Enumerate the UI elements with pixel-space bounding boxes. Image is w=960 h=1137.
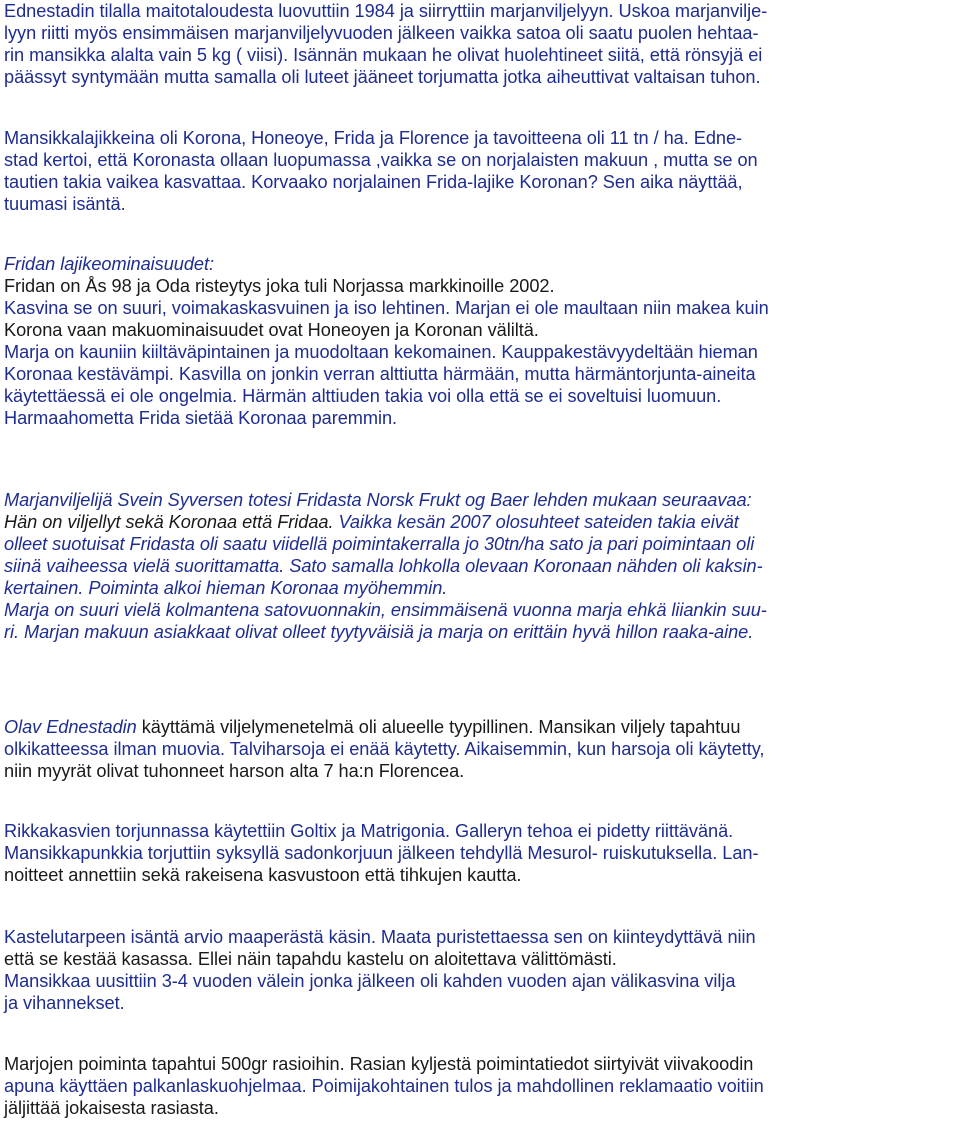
text-run: stad kertoi, että Koronasta ollaan luopumassa ,vaikka se on norjalaisten makuun , mutta se on	[4, 150, 758, 170]
text-line	[4, 385, 721, 407]
text-line	[4, 533, 754, 555]
text-run: Lan-	[722, 843, 759, 863]
text-run: Mansikkaa uusittiin 3-4 vuoden välein jonka jälkeen oli kahden vuoden ajan välikasvina vilja	[4, 971, 736, 991]
text-line	[4, 489, 752, 511]
text-run: Ednestadin tilalla maitotaloudesta luovuttiin 1984 ja siirryttiin marjanviljelyyn. Uskoa marjanvilje-	[4, 1, 768, 21]
text-line	[4, 820, 733, 842]
text-run: Marjan ei ole maultaan niin makea kuin	[455, 298, 769, 318]
text-run: Fridan on Ås 98 ja Oda risteytys joka tuli Norjassa markkinoille 2002.	[4, 276, 555, 296]
text-line	[4, 171, 743, 193]
text-run: olkikatteessa ilman muovia.	[4, 739, 230, 759]
text-run: Marjanviljelijä Svein Syversen totesi Fridasta Norsk Frukt og Baer lehden mukaan seuraavaa:	[4, 490, 752, 510]
text-line	[4, 1075, 764, 1097]
text-run: Mansikkapunkkia torjuttiin syksyllä sadonkorjuun jälkeen tehdyllä Mesurol- ruiskutuksella.	[4, 843, 723, 863]
text-run: Kasvina se on suuri, voimakaskasvuinen ja iso lehtinen.	[4, 298, 456, 318]
text-run: Koronaa kestävämpi.	[4, 364, 179, 384]
text-line	[4, 407, 397, 429]
text-run: Isännän mukaan he olivat huolehtineet siitä, että rönsyjä ei	[293, 45, 763, 65]
text-line	[4, 341, 758, 363]
text-run: niin myyrät olivat tuhonneet harson alta 7 ha:n Florencea.	[4, 761, 465, 781]
text-line	[4, 1053, 753, 1075]
text-line	[4, 738, 764, 760]
text-run: kertainen.	[4, 578, 89, 598]
text-run: Rasian kyljestä poimintatiedot siirtyivät viivakoodin	[349, 1054, 754, 1074]
text-line	[4, 275, 554, 297]
text-run: Poiminta alkoi hieman Koronaa myöhemmin.	[88, 578, 448, 598]
text-line	[4, 842, 758, 864]
text-run: käyttämä viljelymenetelmä oli alueelle tyypillinen.	[136, 717, 539, 737]
text-line	[4, 599, 767, 621]
text-line	[4, 555, 763, 577]
text-run: Aikaisemmin, kun harsoja oli käytetty,	[464, 739, 765, 759]
text-run: Maata puristettaessa sen on kiinteydyttävä niin	[380, 927, 756, 947]
text-run: Kasvilla on jonkin verran alttiutta härmään, mutta härmäntorjunta-aineita	[178, 364, 756, 384]
text-run: Galleryn tehoa ei pidetty riittävänä.	[454, 821, 734, 841]
text-line	[4, 22, 759, 44]
text-run: Härmän alttiuden takia voi olla että se ei soveltuisi luomuun.	[242, 386, 722, 406]
text-line	[4, 760, 464, 782]
text-run: Marjojen poiminta tapahtui 500gr rasioihin.	[4, 1054, 350, 1074]
text-run: Kastelutarpeen isäntä arvio maaperästä käsin.	[4, 927, 381, 947]
text-line	[4, 992, 125, 1014]
text-line	[4, 319, 539, 341]
text-line	[4, 44, 762, 66]
text-line	[4, 864, 521, 886]
text-run: apuna käyttäen palkanlaskuohjelmaa.	[4, 1076, 312, 1096]
text-line	[4, 193, 126, 215]
text-run: tautien takia vaikea kasvattaa. Korvaako norjalainen Frida-lajike Koronan? Sen aika näyttää,	[4, 172, 743, 192]
text-run: rin mansikka alalta vain 5 kg ( viisi).	[4, 45, 294, 65]
text-run: lyyn riitti myös ensimmäisen marjanviljelyvuoden jälkeen vaikka satoa oli saatu puolen hehtaa-	[4, 23, 759, 43]
text-run: Marja on suuri vielä kolmantena satovuonnakin, ensimmäisenä vuonna marja ehkä liiankin suu-	[4, 600, 767, 620]
text-run: Talviharsoja ei enää käytetty.	[229, 739, 465, 759]
text-run: Harmaahometta Frida sietää Koronaa paremmin.	[4, 408, 398, 428]
text-line	[4, 948, 617, 970]
text-line	[4, 926, 756, 948]
text-run: Korona vaan makuominaisuudet ovat Honeoyen ja Koronan väliltä.	[4, 320, 539, 340]
text-line	[4, 0, 767, 22]
text-run: Ellei näin tapahdu kastelu on aloitettava välittömästi.	[197, 949, 617, 969]
text-run: jäljittää jokaisesta rasiasta.	[4, 1098, 219, 1118]
text-run: Mansikan viljely tapahtuu	[538, 717, 741, 737]
text-line	[4, 363, 756, 385]
text-run: Hän on viljellyt sekä Koronaa että Fridaa.	[4, 512, 339, 532]
text-run: noitteet annettiin sekä rakeisena kasvustoon että tihkujen kautta.	[4, 865, 522, 885]
text-run: käytettäessä ei ole ongelmia.	[4, 386, 243, 406]
text-run: tuumasi isäntä.	[4, 194, 126, 214]
text-run: että se kestää kasassa.	[4, 949, 198, 969]
text-run: olleet suotuisat Fridasta oli saatu viidellä poimintakerralla jo 30tn/ha sato ja pari poimintaan oli	[4, 534, 755, 554]
text-run: päässyt syntymään mutta samalla oli luteet jääneet torjumatta jotka aiheuttivat valtaisan tuhon.	[4, 67, 761, 87]
text-run: Marjan makuun asiakkaat olivat olleet tyytyväisiä ja marja on erittäin hyvä hillon raaka-aine.	[24, 622, 754, 642]
text-run: ja vihannekset.	[4, 993, 125, 1013]
text-run: Vaikka kesän 2007 olosuhteet sateiden takia eivät	[338, 512, 739, 532]
text-line	[4, 577, 447, 599]
text-line	[4, 621, 753, 643]
text-line	[4, 297, 769, 319]
text-run: Edne-	[693, 128, 743, 148]
text-line	[4, 127, 742, 149]
text-line	[4, 66, 760, 88]
text-run: Fridan lajikeominaisuudet:	[4, 254, 214, 274]
text-run: Kauppakestävyydeltään hieman	[501, 342, 758, 362]
text-line	[4, 253, 214, 275]
text-line	[4, 511, 739, 533]
text-line	[4, 716, 740, 738]
text-run: Rikkakasvien torjunnassa käytettiin Goltix ja Matrigonia.	[4, 821, 455, 841]
text-line	[4, 149, 758, 171]
text-line	[4, 1097, 219, 1119]
text-run: Poimijakohtainen tulos ja mahdollinen reklamaatio voitiin	[311, 1076, 764, 1096]
text-run: Mansikkalajikkeina oli Korona, Honeoye, Frida ja Florence ja tavoitteena oli 11 tn / ha.	[4, 128, 694, 148]
text-run: Marja on kauniin kiiltäväpintainen ja muodoltaan kekomainen.	[4, 342, 502, 362]
text-run: Olav Ednestadin	[4, 717, 137, 737]
text-run: ri.	[4, 622, 25, 642]
text-line	[4, 970, 735, 992]
text-run: Sato samalla lohkolla olevaan Koronaan nähden oli kaksin-	[289, 556, 763, 576]
text-run: siinä vaiheessa vielä suorittamatta.	[4, 556, 290, 576]
